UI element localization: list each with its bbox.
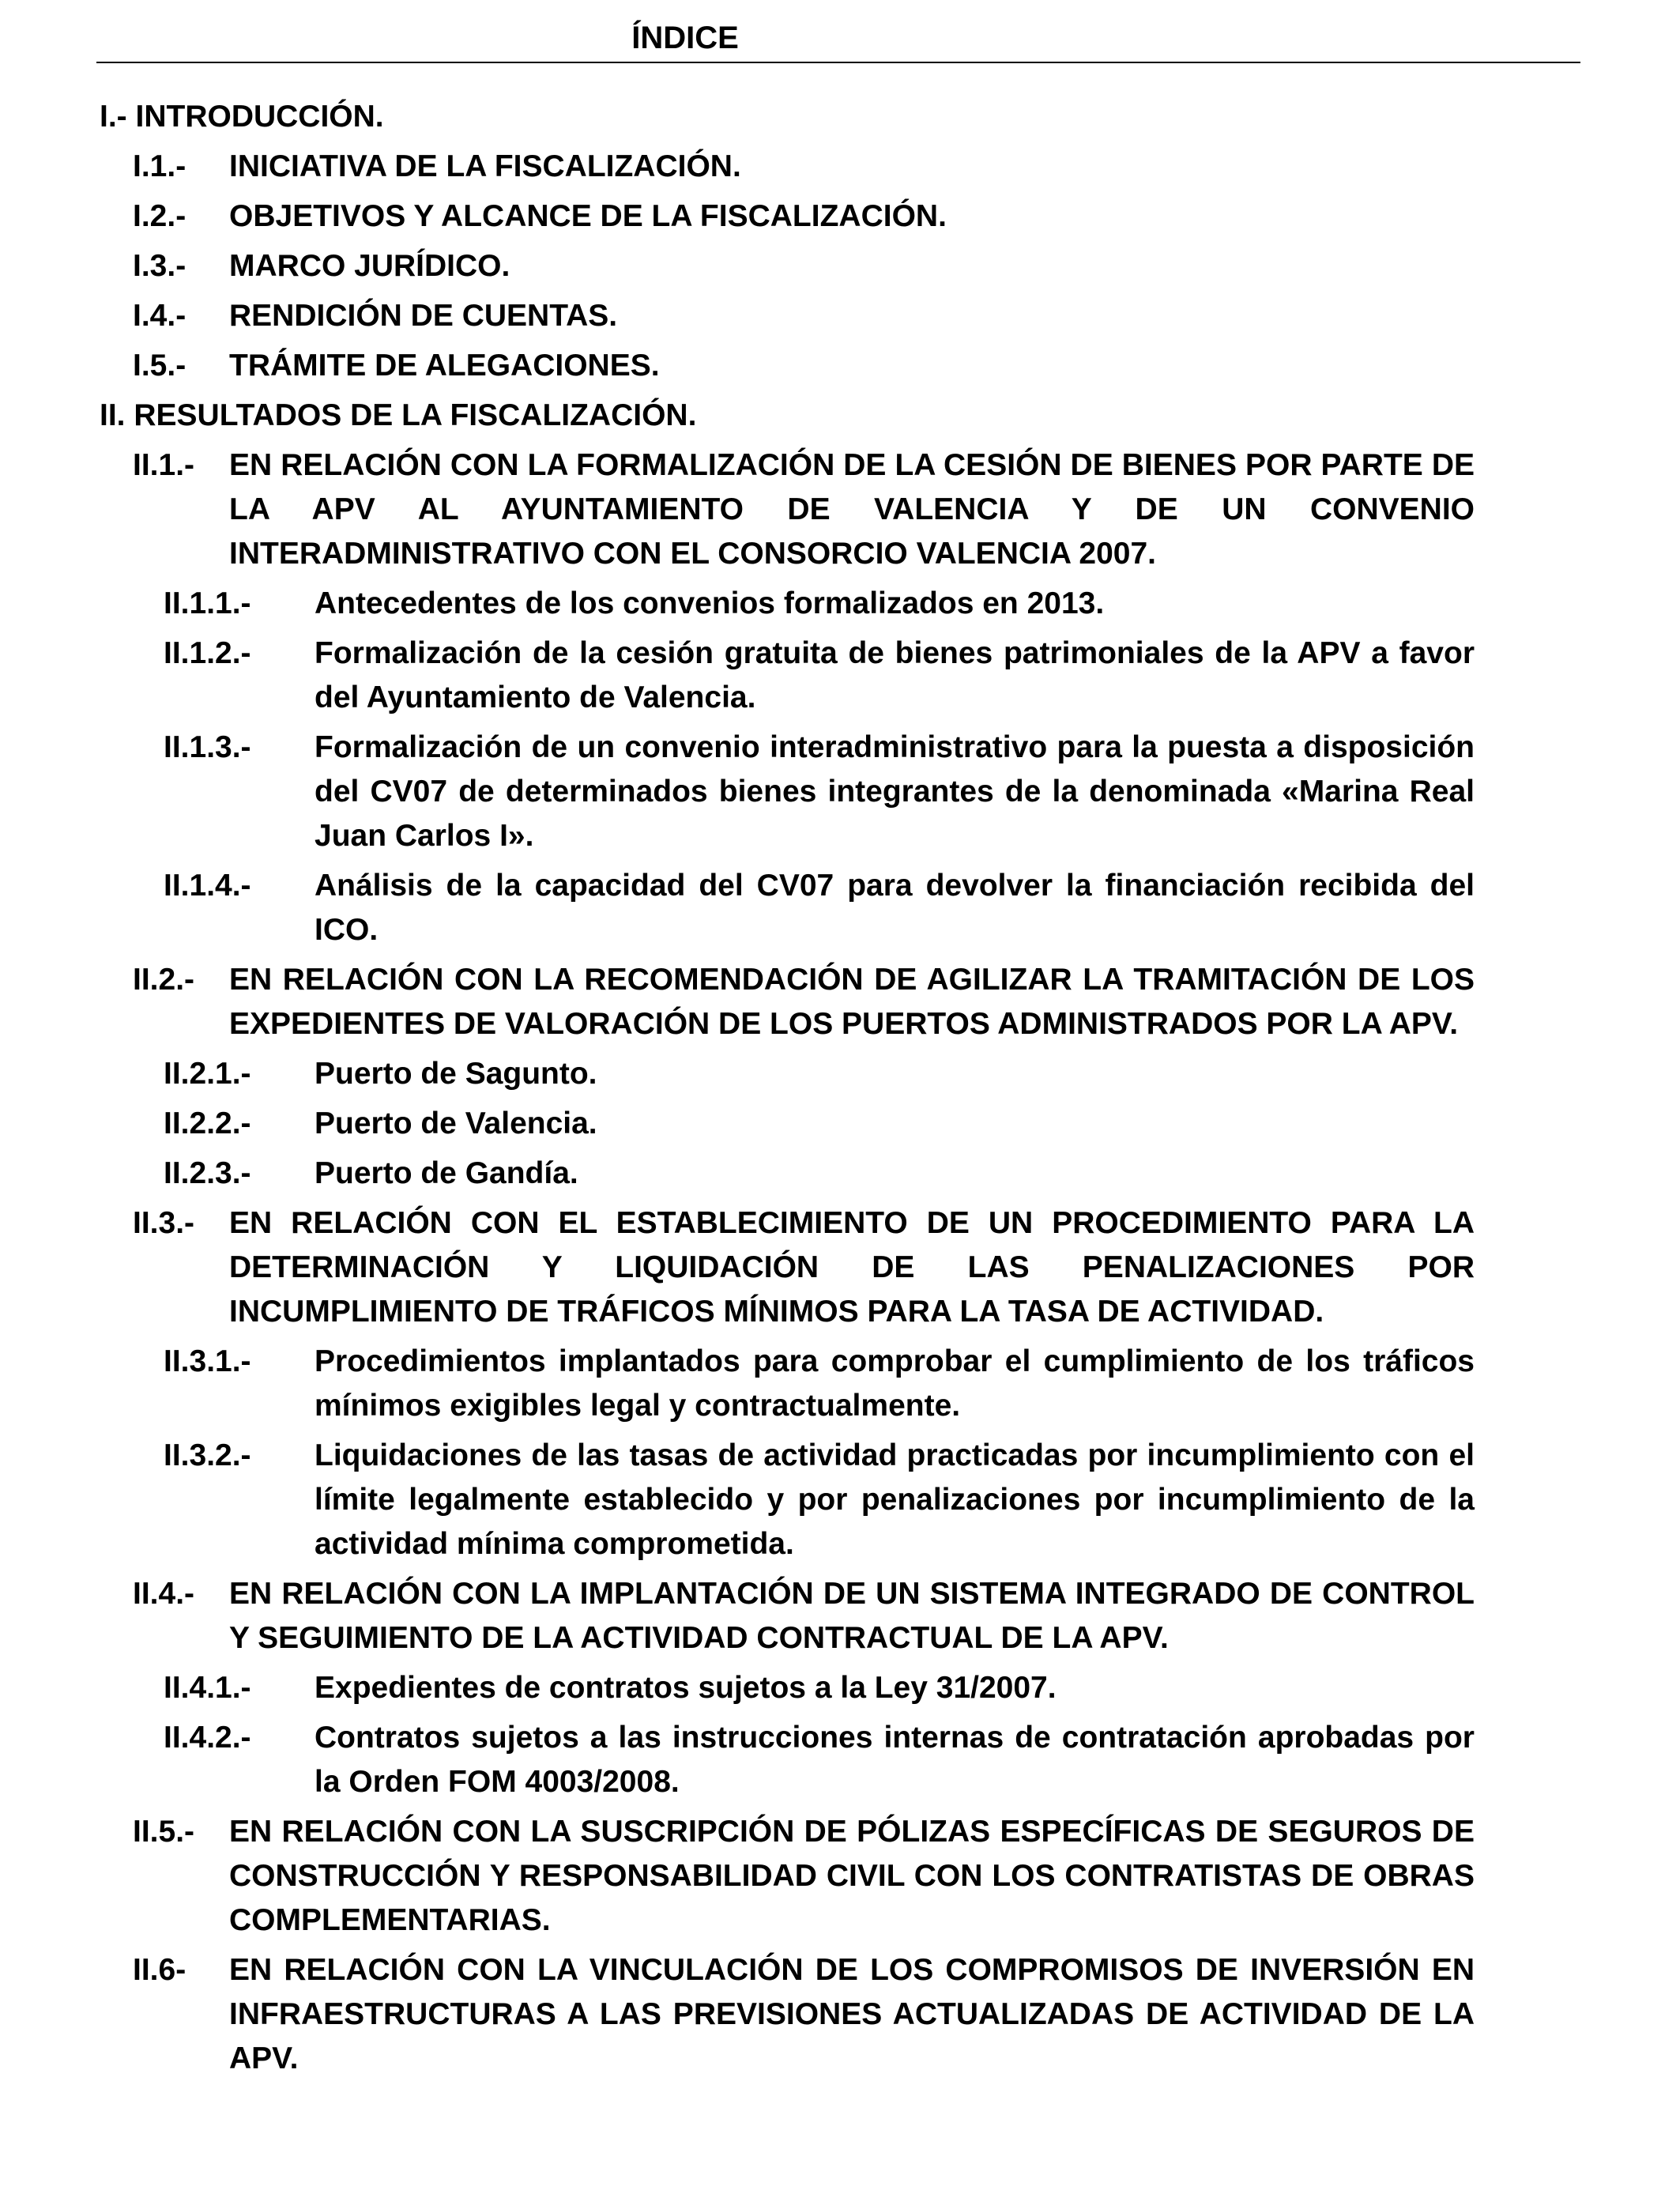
toc-entry-text: Formalización de la cesión gratuita de bienes patrimoniales de la APV a favor del Ayuntamiento de Valencia.	[315, 636, 1475, 714]
toc-entry-ii-1	[0, 443, 1680, 576]
toc-entry-ii-3-2	[0, 1434, 1680, 1566]
toc-entry-number: II.3.1.-	[164, 1344, 251, 1378]
toc-entry-ii-1-2	[0, 631, 1680, 720]
toc-entry-number: II.1.-	[133, 448, 195, 482]
toc-entry-number: I.3.-	[133, 249, 186, 283]
toc-entry-i-2	[0, 194, 1680, 239]
toc-entry-text: INICIATIVA DE LA FISCALIZACIÓN.	[229, 149, 741, 183]
toc-entry-ii-3-1	[0, 1340, 1680, 1428]
toc-entry-text: OBJETIVOS Y ALCANCE DE LA FISCALIZACIÓN.	[229, 199, 947, 233]
toc-entry-number: II.2.1.-	[164, 1057, 251, 1091]
toc-entry-ii-4	[0, 1572, 1680, 1661]
toc-entry-number: II.2.-	[133, 963, 195, 997]
page-title: ÍNDICE	[631, 21, 739, 55]
toc-entry-text: MARCO JURÍDICO.	[229, 249, 510, 283]
toc-entry-number: I.1.-	[133, 149, 186, 183]
toc-entry-text: I.- INTRODUCCIÓN.	[100, 100, 384, 134]
toc-entry-text: EN RELACIÓN CON LA SUSCRIPCIÓN DE PÓLIZAS ESPECÍFICAS DE SEGUROS DE CONSTRUCCIÓN Y RESPONSABILIDAD CIVIL CON LOS CONTRATISTAS DE OBRAS COMPLEMENTARIAS.	[229, 1815, 1475, 1937]
toc-entry-text: EN RELACIÓN CON LA IMPLANTACIÓN DE UN SISTEMA INTEGRADO DE CONTROL Y SEGUIMIENTO DE LA ACTIVIDAD CONTRACTUAL DE LA APV.	[229, 1577, 1475, 1655]
toc-entry-text: EN RELACIÓN CON EL ESTABLECIMIENTO DE UN PROCEDIMIENTO PARA LA DETERMINACIÓN Y LIQUIDACIÓN DE LAS PENALIZACIONES POR INCUMPLIMIENTO DE TRÁFICOS MÍNIMOS PARA LA TASA DE ACTIVIDAD.	[229, 1206, 1475, 1329]
toc-entry-text: RENDICIÓN DE CUENTAS.	[229, 299, 618, 333]
toc-entry-ii-3	[0, 1201, 1680, 1334]
toc-entry-number: II.1.2.-	[164, 636, 251, 670]
toc-entry-text: EN RELACIÓN CON LA RECOMENDACIÓN DE AGILIZAR LA TRAMITACIÓN DE LOS EXPEDIENTES DE VALORACIÓN DE LOS PUERTOS ADMINISTRADOS POR LA APV.	[229, 963, 1475, 1041]
toc-entry-text: Contratos sujetos a las instrucciones internas de contratación aprobadas por la Orden FOM 4003/2008.	[315, 1721, 1475, 1799]
toc-entry-number: II.4.1.-	[164, 1671, 251, 1705]
toc-entry-number: II.2.3.-	[164, 1156, 251, 1190]
toc-entry-text: Liquidaciones de las tasas de actividad practicadas por incumplimiento con el límite legalmente establecido y por penalizaciones por incumplimiento de la actividad mínima comprometida.	[315, 1438, 1475, 1561]
toc-entry-number: II.4.2.-	[164, 1721, 251, 1755]
toc-entry-ii-5	[0, 1810, 1680, 1943]
toc-entry-text: Procedimientos implantados para comprobar el cumplimiento de los tráficos mínimos exigibles legal y contractualmente.	[315, 1344, 1475, 1423]
toc-entry-i-1	[0, 145, 1680, 189]
table-of-contents	[0, 95, 1680, 2087]
toc-entry-text: Antecedentes de los convenios formalizados en 2013.	[315, 586, 1105, 620]
toc-entry-ii-4-2	[0, 1716, 1680, 1804]
toc-entry-text: Análisis de la capacidad del CV07 para devolver la financiación recibida del ICO.	[315, 869, 1475, 947]
toc-entry-ii-6	[0, 1948, 1680, 2081]
toc-entry-ii-1-1	[0, 582, 1680, 626]
toc-entry-text: EN RELACIÓN CON LA VINCULACIÓN DE LOS COMPROMISOS DE INVERSIÓN EN INFRAESTRUCTURAS A LAS PREVISIONES ACTUALIZADAS DE ACTIVIDAD DE LA APV.	[229, 1953, 1475, 2075]
toc-entry-text: Expedientes de contratos sujetos a la Ley 31/2007.	[315, 1671, 1057, 1705]
toc-entry-number: II.5.-	[133, 1815, 195, 1849]
toc-entry-number: II.1.4.-	[164, 869, 251, 903]
toc-entry-number: II.1.3.-	[164, 730, 251, 764]
toc-entry-text: Formalización de un convenio interadministrativo para la puesta a disposición del CV07 de determinados bienes integrantes de la denominada «Marina Real Juan Carlos I».	[315, 730, 1475, 853]
toc-entry-ii-4-1	[0, 1666, 1680, 1710]
toc-entry-number: II.4.-	[133, 1577, 195, 1611]
toc-entry-number: I.2.-	[133, 199, 186, 233]
toc-entry-text: EN RELACIÓN CON LA FORMALIZACIÓN DE LA CESIÓN DE BIENES POR PARTE DE LA APV AL AYUNTAMIENTO DE VALENCIA Y DE UN CONVENIO INTERADMINISTRATIVO CON EL CONSORCIO VALENCIA 2007.	[229, 448, 1475, 571]
toc-entry-ii-2-2	[0, 1102, 1680, 1146]
toc-entry-ii-1-4	[0, 864, 1680, 952]
toc-entry-ii-2-3	[0, 1152, 1680, 1196]
toc-entry-number: II.3.2.-	[164, 1438, 251, 1472]
toc-entry-text: Puerto de Sagunto.	[315, 1057, 597, 1091]
toc-entry-number: II.3.-	[133, 1206, 195, 1240]
toc-entry-ii-1-3	[0, 726, 1680, 858]
toc-section-resultados	[0, 394, 1680, 438]
toc-entry-text: Puerto de Valencia.	[315, 1106, 597, 1140]
title-underline	[96, 62, 1580, 63]
toc-entry-number: I.5.-	[133, 349, 186, 383]
toc-entry-number: II.6-	[133, 1953, 186, 1987]
toc-entry-ii-2	[0, 958, 1680, 1046]
toc-section-introduccion	[0, 95, 1680, 139]
toc-entry-text: TRÁMITE DE ALEGACIONES.	[229, 349, 660, 383]
toc-entry-i-3	[0, 244, 1680, 288]
toc-entry-ii-2-1	[0, 1052, 1680, 1096]
toc-entry-text: Puerto de Gandía.	[315, 1156, 578, 1190]
toc-entry-text: II. RESULTADOS DE LA FISCALIZACIÓN.	[100, 398, 697, 432]
toc-entry-number: II.1.1.-	[164, 586, 251, 620]
toc-entry-i-4	[0, 294, 1680, 338]
toc-entry-i-5	[0, 344, 1680, 388]
toc-entry-number: I.4.-	[133, 299, 186, 333]
toc-entry-number: II.2.2.-	[164, 1106, 251, 1140]
